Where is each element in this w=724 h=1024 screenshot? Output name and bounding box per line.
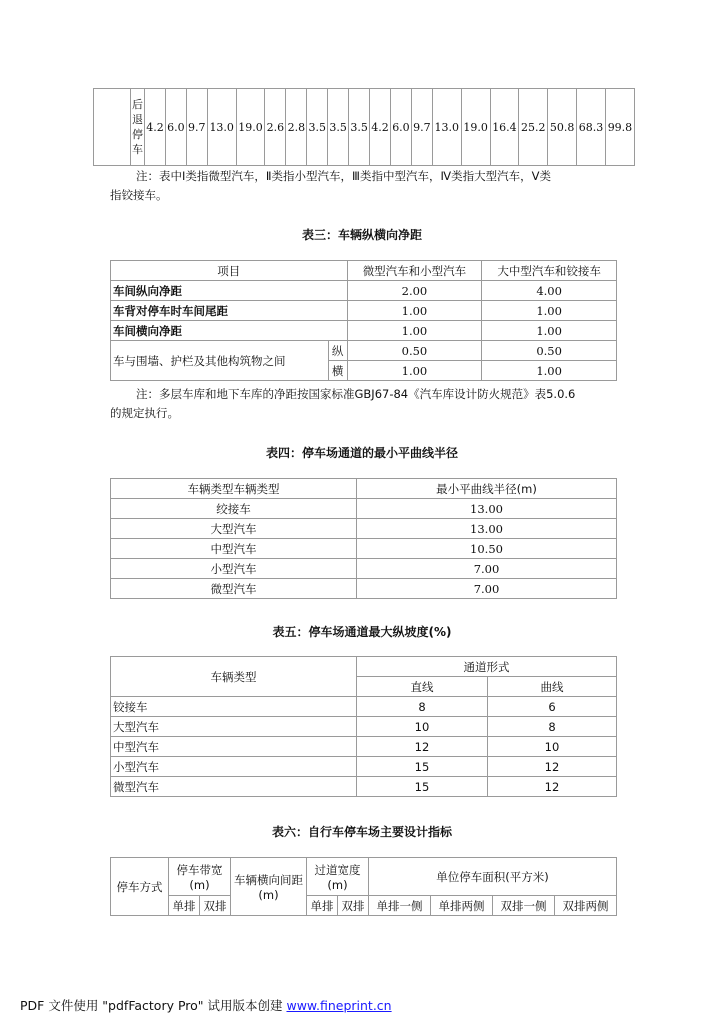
table-header-row (111, 896, 617, 916)
value-cell: 0.50 (482, 341, 617, 361)
table-row (111, 559, 617, 579)
value-cell: 68.3 (577, 89, 606, 166)
value-cell: 10 (357, 717, 488, 737)
table3 (110, 260, 617, 381)
header-cell: 停车方式 (111, 858, 169, 916)
value-cell: 1.00 (347, 361, 482, 381)
type-cell: 小型汽车 (111, 559, 357, 579)
value-cell: 4.2 (145, 89, 166, 166)
value-cell: 6 (488, 697, 617, 717)
value-cell: 0.50 (347, 341, 482, 361)
row-label-merged: 车与围墙、护栏及其他构筑物之间 (111, 341, 329, 381)
value-cell: 7.00 (357, 579, 617, 599)
table-row (111, 519, 617, 539)
table-row (111, 737, 617, 757)
value-cell: 3.5 (349, 89, 370, 166)
header-cell: 车辆横向间距(m) (231, 858, 307, 916)
table-top-partial (93, 88, 635, 166)
value-cell: 99.8 (605, 89, 634, 166)
value-cell: 10 (488, 737, 617, 757)
value-cell: 19.0 (236, 89, 265, 166)
value-cell: 1.00 (482, 301, 617, 321)
type-cell: 绞接车 (111, 499, 357, 519)
header-cell: 项目 (111, 261, 348, 281)
header-cell: 单排一侧 (369, 896, 431, 916)
type-cell: 微型汽车 (111, 579, 357, 599)
value-cell: 13.00 (357, 499, 617, 519)
value-cell: 13.0 (432, 89, 461, 166)
header-cell: 单排两侧 (431, 896, 493, 916)
header-cell: 双排 (338, 896, 369, 916)
header-cell: 车辆类型 (111, 657, 357, 697)
value-cell: 25.2 (519, 89, 548, 166)
sub-label: 纵 (328, 341, 347, 361)
value-cell: 2.00 (347, 281, 482, 301)
table-header-row (111, 479, 617, 499)
table6 (110, 857, 617, 916)
header-cell: 车辆类型车辆类型 (111, 479, 357, 499)
table-header-row (111, 261, 617, 281)
value-cell: 7.00 (357, 559, 617, 579)
value-cell: 13.0 (207, 89, 236, 166)
row-label: 车间纵向净距 (111, 281, 348, 301)
type-cell: 小型汽车 (111, 757, 357, 777)
row-label: 车间横向净距 (111, 321, 348, 341)
table4 (110, 478, 617, 599)
value-cell: 6.0 (390, 89, 411, 166)
table-row (111, 717, 617, 737)
table3-title: 表三：车辆纵横向净距 (301, 228, 422, 242)
header-cell: 曲线 (488, 677, 617, 697)
header-cell: 单排 (307, 896, 338, 916)
value-cell: 1.00 (347, 301, 482, 321)
value-cell: 6.0 (165, 89, 186, 166)
header-cell: 通道形式 (357, 657, 617, 677)
table-row (111, 697, 617, 717)
value-cell: 15 (357, 757, 488, 777)
value-cell: 1.00 (482, 321, 617, 341)
header-cell: 单排 (169, 896, 200, 916)
row-label-backing: 后 退 停 车 (131, 89, 145, 166)
value-cell: 1.00 (347, 321, 482, 341)
header-cell: 双排一侧 (493, 896, 555, 916)
header-cell: 双排 (200, 896, 231, 916)
table-row (111, 757, 617, 777)
empty-cell (94, 89, 131, 166)
value-cell: 12 (357, 737, 488, 757)
header-cell: 最小平曲线半径(m) (357, 479, 617, 499)
table4-title: 表四：停车场通道的最小平曲线半径 (265, 446, 458, 460)
value-cell: 9.7 (411, 89, 432, 166)
type-cell: 中型汽车 (111, 737, 357, 757)
footer-text: PDF 文件使用 "pdfFactory Pro" 试用版本创建 (20, 998, 287, 1013)
value-cell: 4.00 (482, 281, 617, 301)
type-cell: 微型汽车 (111, 777, 357, 797)
note-vehicle-classes: 注：表中Ⅰ类指微型汽车，Ⅱ类指小型汽车，Ⅲ类指中型汽车，Ⅳ类指大型汽车，Ⅴ类 指铰接车。 (110, 169, 551, 202)
value-cell: 8 (357, 697, 488, 717)
table-row (111, 301, 617, 321)
type-cell: 铰接车 (111, 697, 357, 717)
type-cell: 大型汽车 (111, 519, 357, 539)
value-cell: 10.50 (357, 539, 617, 559)
table6-title: 表六：自行车停车场主要设计指标 (271, 825, 452, 839)
header-cell: 微型汽车和小型汽车 (347, 261, 482, 281)
value-cell: 15 (357, 777, 488, 797)
type-cell: 中型汽车 (111, 539, 357, 559)
table-row (111, 341, 617, 361)
value-cell: 50.8 (548, 89, 577, 166)
header-cell: 单位停车面积(平方米) (369, 858, 617, 896)
value-cell: 19.0 (461, 89, 490, 166)
header-cell: 直线 (357, 677, 488, 697)
value-cell: 13.00 (357, 519, 617, 539)
footer-link[interactable]: www.fineprint.cn (286, 998, 392, 1013)
value-cell: 16.4 (490, 89, 519, 166)
value-cell: 2.6 (265, 89, 286, 166)
header-cell: 过道宽度(m) (307, 858, 369, 896)
row-label: 车背对停车时车间尾距 (111, 301, 348, 321)
table-header-row (111, 858, 617, 896)
value-cell: 1.00 (482, 361, 617, 381)
value-cell: 8 (488, 717, 617, 737)
sub-label: 横 (328, 361, 347, 381)
table-row (111, 579, 617, 599)
table-row (111, 499, 617, 519)
table-row (94, 89, 635, 166)
value-cell: 2.8 (286, 89, 307, 166)
pdf-footer (20, 996, 392, 1014)
value-cell: 3.5 (307, 89, 328, 166)
table-row (111, 281, 617, 301)
type-cell: 大型汽车 (111, 717, 357, 737)
header-cell: 双排两侧 (555, 896, 617, 916)
value-cell: 3.5 (328, 89, 349, 166)
table-row (111, 777, 617, 797)
header-cell: 停车带宽(m) (169, 858, 231, 896)
value-cell: 4.2 (370, 89, 391, 166)
table-row (111, 539, 617, 559)
note-clearance-standard: 注：多层车库和地下车库的净距按国家标准GBJ67-84《汽车库设计防火规范》表5.0.6 的规定执行。 (110, 387, 576, 420)
table-row (111, 321, 617, 341)
table-header-row (111, 657, 617, 677)
value-cell: 12 (488, 757, 617, 777)
table5-title: 表五：停车场通道最大纵坡度(%) (272, 625, 452, 639)
value-cell: 9.7 (186, 89, 207, 166)
value-cell: 12 (488, 777, 617, 797)
table5 (110, 656, 617, 797)
header-cell: 大中型汽车和铰接车 (482, 261, 617, 281)
